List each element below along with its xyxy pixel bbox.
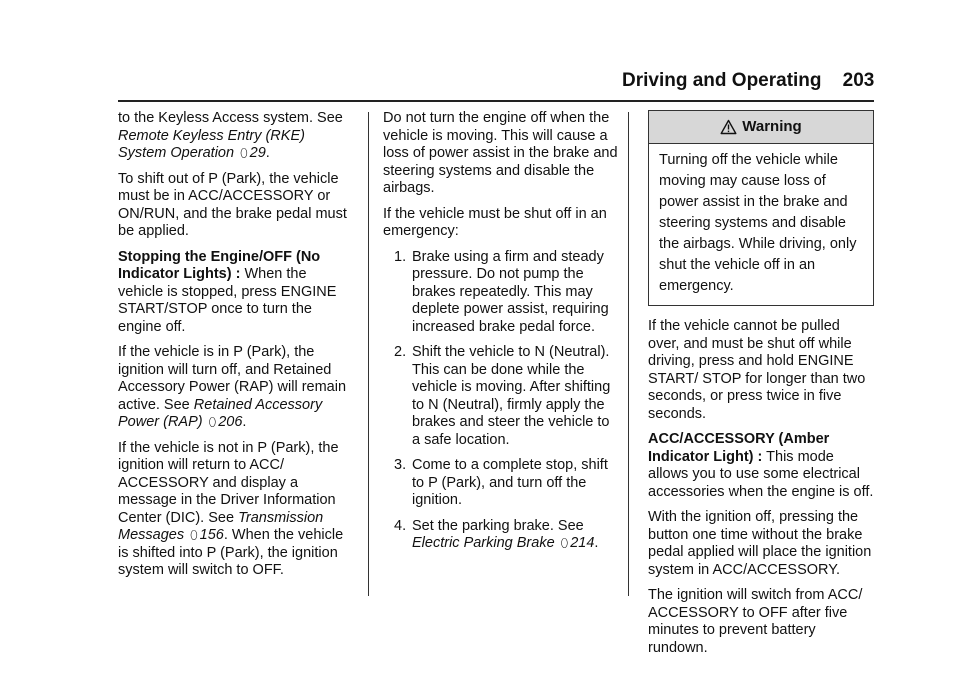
- paragraph: To shift out of P (Park), the vehicle must be in ACC/ACCESSORY or ON/RUN, and the brake pedal must be applied.: [118, 170, 347, 239]
- step-number: 1.: [394, 248, 407, 265]
- step-number: 4.: [394, 517, 407, 534]
- page-header: [622, 70, 874, 92]
- page-reference-icon: ⬯: [190, 528, 198, 542]
- paragraph: If the vehicle is in P (Park), the ignition will turn off, and Retained Accessory Power (RAP) will remain active. See Retained Accessory Power (RAP) ⬯ 206.: [118, 344, 347, 430]
- page-reference-number[interactable]: 206: [218, 414, 243, 430]
- list-item: 1. Brake using a firm and steady pressure. Do not pump the brakes repeatedly. This may deplete power assist, requiring increased brake pedal force.: [394, 248, 609, 335]
- paragraph: Stopping the Engine/OFF (No Indicator Lights) : When the vehicle is stopped, press ENGINE START/STOP once to turn the engine off.: [118, 248, 337, 335]
- numbered-list: [383, 249, 618, 553]
- page-reference-number[interactable]: 214: [570, 535, 595, 551]
- page-reference-icon: ⬯: [560, 536, 569, 550]
- page-reference-icon: ⬯: [240, 146, 248, 160]
- cross-reference-link[interactable]: Electric Parking Brake: [412, 535, 555, 551]
- warning-header: [649, 111, 873, 144]
- warning-text: Turning off the vehicle while moving may cause loss of power assist in the brake and steering systems and disable the airbags. While driving, only shut the vehicle off in an emergency.: [659, 152, 857, 294]
- paragraph: to the Keyless Access system. See Remote Keyless Entry (RKE) System Operation ⬯ 29.: [118, 110, 343, 161]
- column-middle: [383, 110, 618, 561]
- list-item: 2. Shift the vehicle to N (Neutral). This can be done while the vehicle is moving. After shifting to N (Neutral), firmly apply the brakes and steer the vehicle to a safe location.: [394, 344, 611, 448]
- paragraph: ACC/ACCESSORY (Amber Indicator Light) : This mode allows you to use some electrical accessories when the engine is off.: [648, 431, 874, 500]
- cross-reference-link[interactable]: Remote Keyless Entry (RKE) System Operation: [118, 127, 305, 161]
- column-right: [648, 110, 874, 665]
- warning-box: [648, 110, 874, 306]
- column-left: [118, 110, 354, 588]
- list-item: 4. Set the parking brake. See Electric Parking Brake ⬯ 214.: [394, 517, 599, 551]
- column-divider: [368, 112, 369, 596]
- page-number: 203: [842, 70, 875, 91]
- cross-reference-link[interactable]: Retained Accessory Power (RAP): [118, 396, 323, 430]
- cross-reference-link[interactable]: Transmission Messages: [118, 509, 324, 543]
- run-in-heading: ACC/ACCESSORY (Amber Indicator Light) :: [648, 431, 830, 465]
- step-number: 2.: [394, 344, 407, 360]
- page-reference-number[interactable]: 156: [199, 527, 224, 543]
- paragraph: The ignition will switch from ACC/ ACCESSORY to OFF after five minutes to prevent battery rundown.: [648, 587, 863, 656]
- warning-title: Warning: [742, 118, 802, 136]
- header-rule: [118, 100, 874, 102]
- page-reference-number[interactable]: 29: [249, 145, 266, 161]
- section-title: Driving and Operating: [622, 70, 822, 91]
- paragraph: If the vehicle must be shut off in an emergency:: [383, 205, 607, 239]
- run-in-heading: Stopping the Engine/OFF (No Indicator Lights) :: [118, 248, 321, 282]
- step-number: 3.: [394, 457, 407, 473]
- paragraph: With the ignition off, pressing the button one time without the brake pedal applied will place the ignition system in ACC/ACCESSORY.: [648, 509, 872, 578]
- page-reference-icon: ⬯: [208, 415, 217, 429]
- warning-triangle-icon: [720, 119, 737, 135]
- list-item: 3. Come to a complete stop, shift to P (Park), and turn off the ignition.: [394, 457, 608, 508]
- paragraph: If the vehicle cannot be pulled over, and must be shut off while driving, press and hold ENGINE START/ STOP for longer than two seconds, or press twice in five seconds.: [648, 318, 866, 422]
- paragraph: If the vehicle is not in P (Park), the ignition will return to ACC/ ACCESSORY and display a message in the Driver Information Center (DIC). See Transmission Messages ⬯ 156. When the vehicle is shifted into P (Park), the ignition system will switch to OFF.: [118, 439, 344, 578]
- column-divider: [628, 112, 629, 596]
- paragraph: Do not turn the engine off when the vehicle is moving. This will cause a loss of power assist in the brake and steering systems and disable the airbags.: [383, 110, 618, 196]
